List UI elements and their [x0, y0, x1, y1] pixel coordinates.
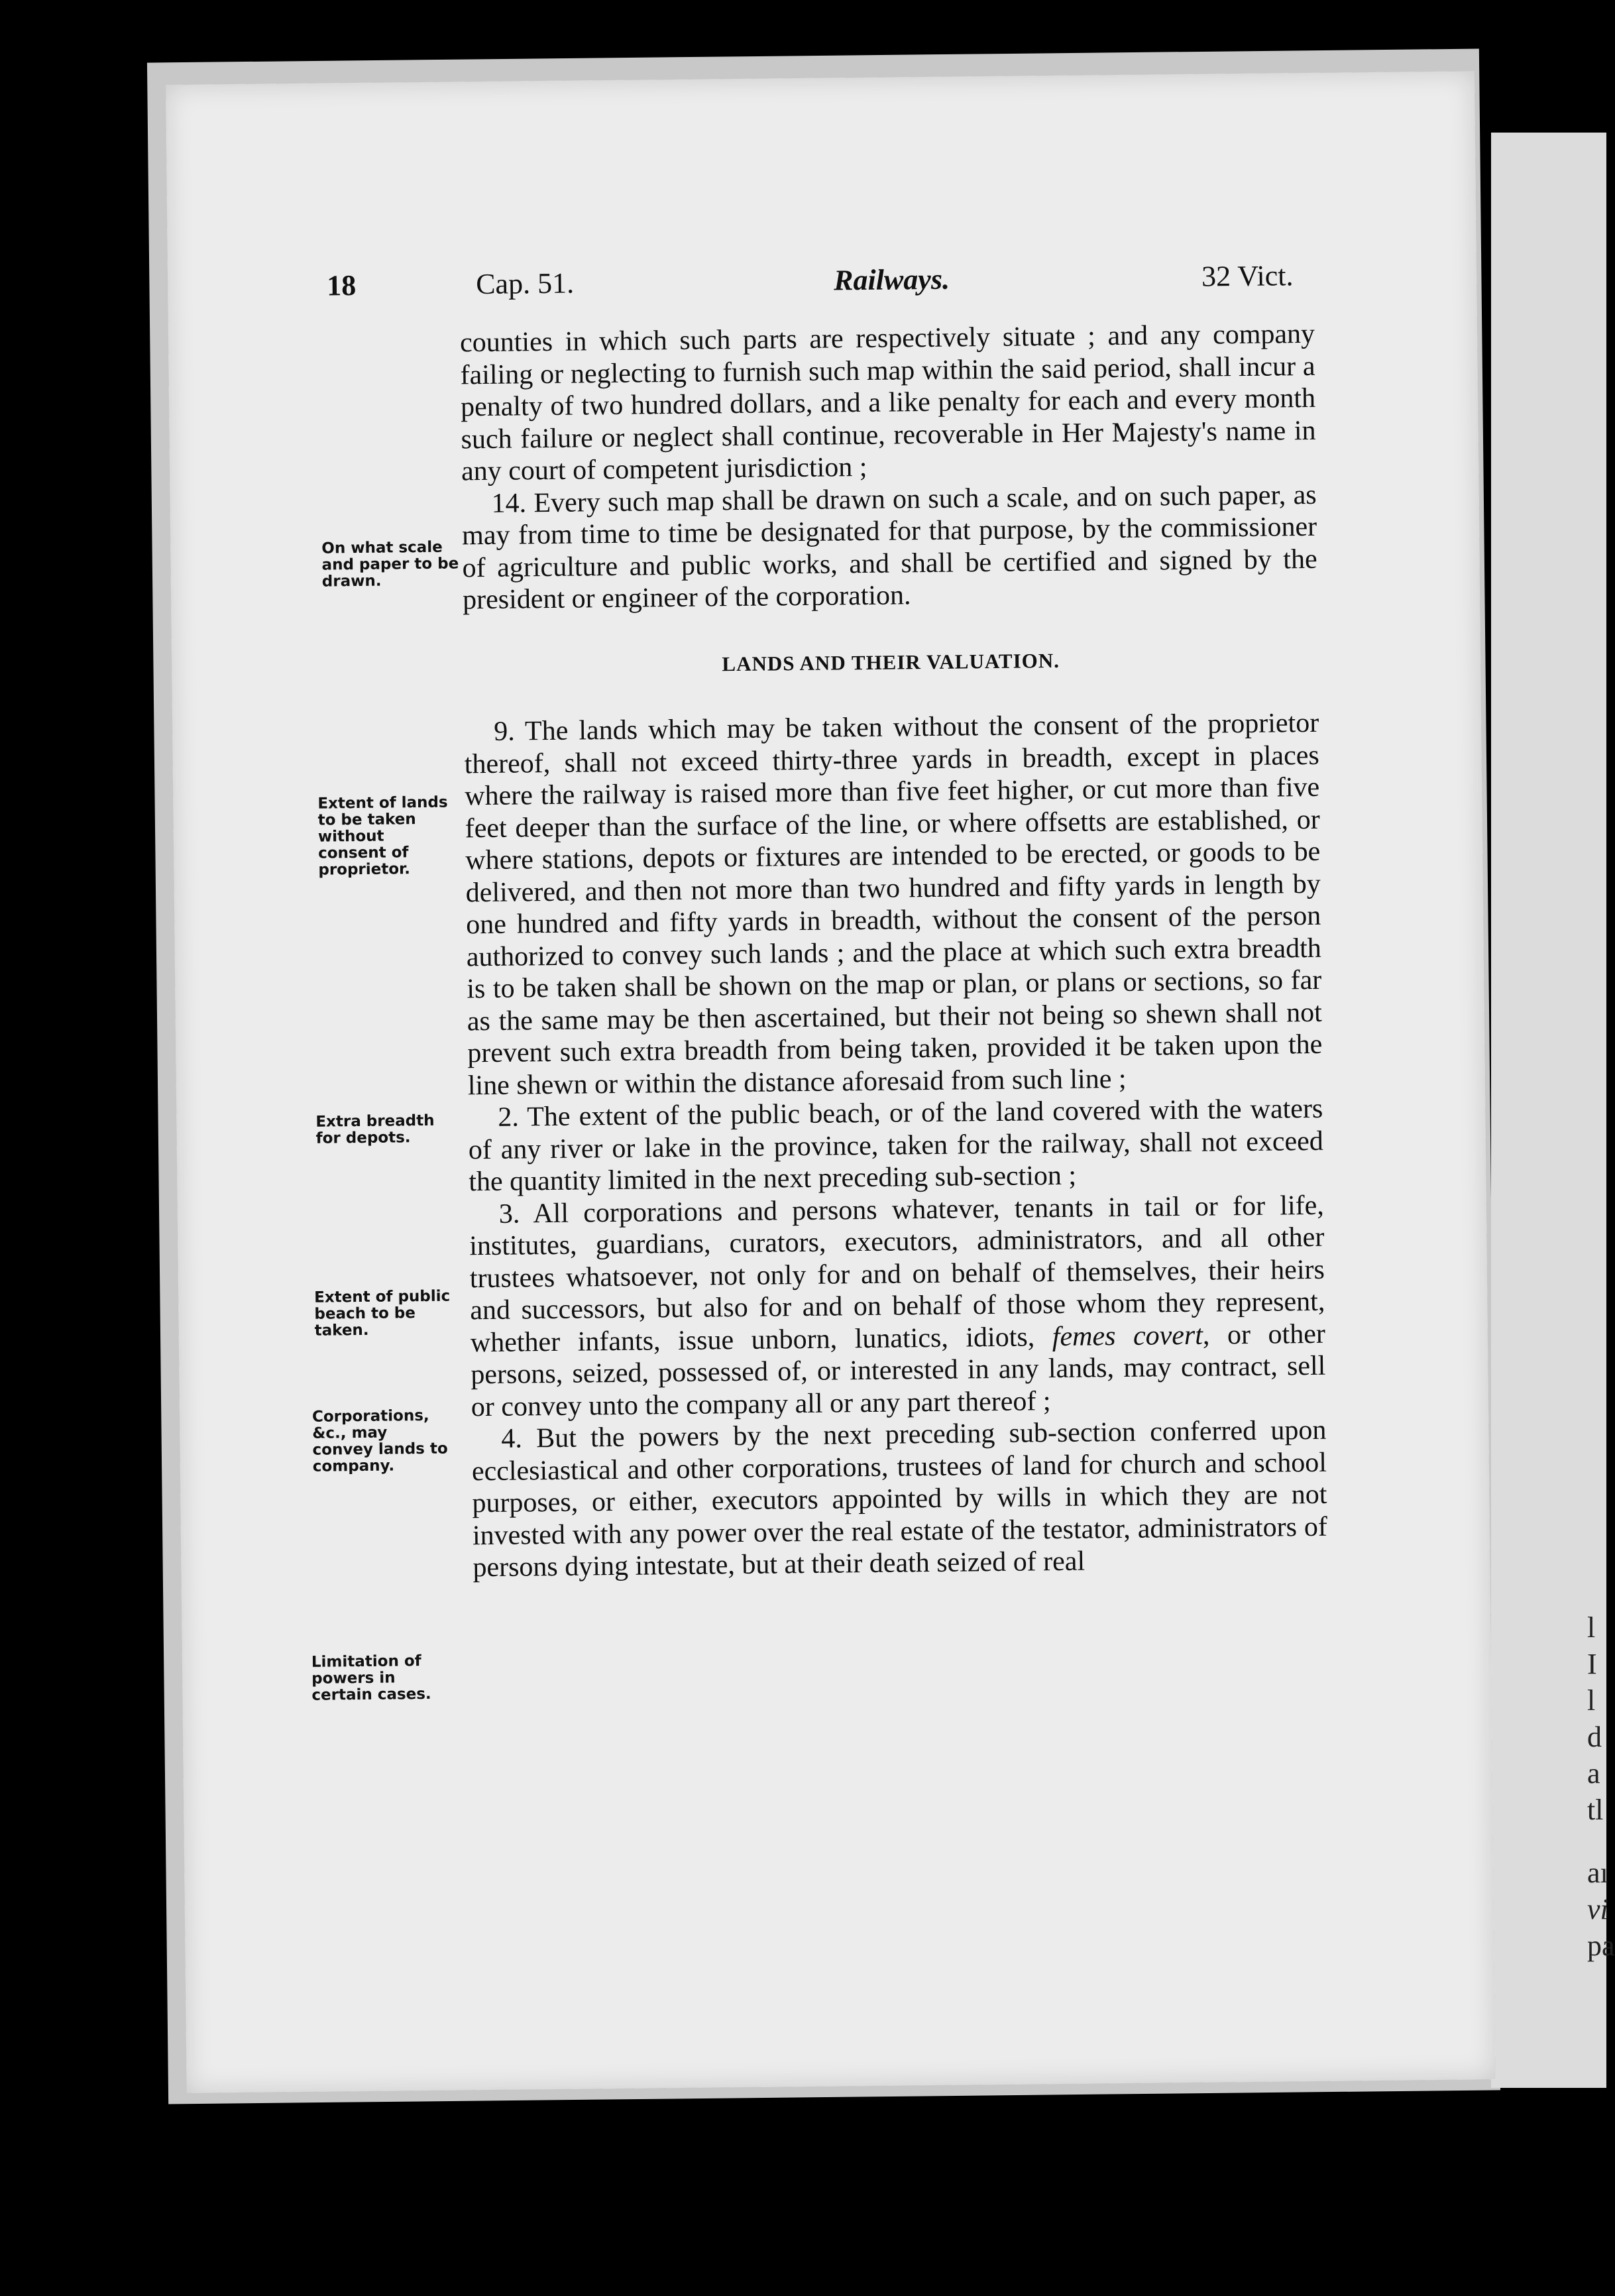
subsection-3-text-a: 3. All corporations and persons whatever, tenants in tail or for life, institutes, guardians, curators, executors, administrators, and all other trustees whatsoever, not only for and on behalf of themselves, their heirs and successors, but also for and on behalf of those whom they represent, whether infants, issue unborn, lunatics, idiots,: [469, 1190, 1325, 1358]
subsection-4: 4. But the powers by the next preceding sub-section conferred upon ecclesiastical and other corporations, trustees of land for church and school purposes, or either, executors appointed by wills in which they are not invested with any power over the real estate of the testator, administrators of persons dying intestate, but at their death seized of real: [471, 1414, 1328, 1583]
running-header: [168, 257, 1477, 310]
facing-page-fragment: l: [1587, 1684, 1596, 1717]
margin-note-corporations: Corporations, &c., may convey lands to company.: [311, 1406, 448, 1475]
document-page: [166, 71, 1496, 2093]
margin-note-limitation: Limitation of powers in certain cases.: [311, 1652, 431, 1704]
section-9: 9. The lands which may be taken without the consent of the proprietor thereof, shall not exceed thirty-three yards in breadth, except in places where the railway is raised more than five feet higher, or cut more than five feet deeper than the surface of the line, or where offsetts are established, or where stations, depots or fixtures are intended to be erected, or goods to be delivered, and then not more than two hundred and fifty yards in length by one hundred and fifty yards in breadth, without the consent of the person authorized to convey such lands ; and the place at which such extra breadth is to be taken shall be shown on the map or plan, or plans or sections, so far as the same may be then ascertained, but their not being so shewn shall not prevent such extra breadth from being taken, provided it be taken upon the line shewn or within the distance aforesaid from such line ;: [464, 707, 1323, 1101]
chapter-label: Cap. 51.: [475, 266, 575, 301]
facing-page-fragment: vi: [1587, 1893, 1608, 1925]
margin-note-public-beach: Extent of public beach to be taken.: [314, 1287, 451, 1340]
running-title: Railways.: [833, 262, 950, 297]
facing-page-fragment: l: [1587, 1611, 1596, 1644]
paragraph: counties in which such parts are respectively situate ; and any company failing or neglecting to furnish such map within the said period, shall incur a penalty of two hundred dollars, and a like penalty for each and every month such failure or neglect shall continue, recoverable in Her Majesty's name in any court of competent jurisdiction ;: [459, 318, 1316, 487]
subsection-3-text-b: , or other persons, seized, possessed of, or interested in any lands, may contract, sell or convey unto the company all or any part thereof ;: [471, 1318, 1326, 1422]
facing-page-fragment: pa: [1587, 1929, 1615, 1962]
facing-page-fragment: tl: [1587, 1794, 1604, 1826]
regnal-year: 32 Vict.: [1201, 259, 1294, 293]
section-heading: LANDS AND THEIR VALUATION.: [722, 648, 1060, 675]
facing-page-fragment: I: [1587, 1648, 1597, 1680]
margin-note-extent-lands: Extent of lands to be taken without consent of proprietor.: [317, 793, 448, 879]
subsection-3: [469, 1189, 1326, 1423]
section-14: 14. Every such map shall be drawn on such a scale, and on such paper, as may from time to time be designated for that purpose, by the commissioner of agriculture and public works, and shall be certified and signed by the president or engineer of the corporation.: [461, 479, 1317, 616]
margin-note-extra-breadth: Extra breadth for depots.: [315, 1112, 435, 1147]
margin-note-scale: On what scale and paper to be drawn.: [321, 538, 459, 591]
page-number: 18: [326, 269, 357, 302]
subsection-3-italic: femes covert: [1052, 1320, 1203, 1352]
subsection-2: 2. The extent of the public beach, or of the land covered with the waters of any river or lake in the province, taken for the railway, shall not exceed the quantity limited in the next preceding sub-section ;: [468, 1093, 1324, 1198]
facing-page-fragment: aı: [1587, 1857, 1608, 1889]
facing-page-fragment: d: [1587, 1721, 1602, 1753]
facing-page-fragment: a: [1587, 1757, 1600, 1790]
document-body: [460, 318, 1328, 1584]
